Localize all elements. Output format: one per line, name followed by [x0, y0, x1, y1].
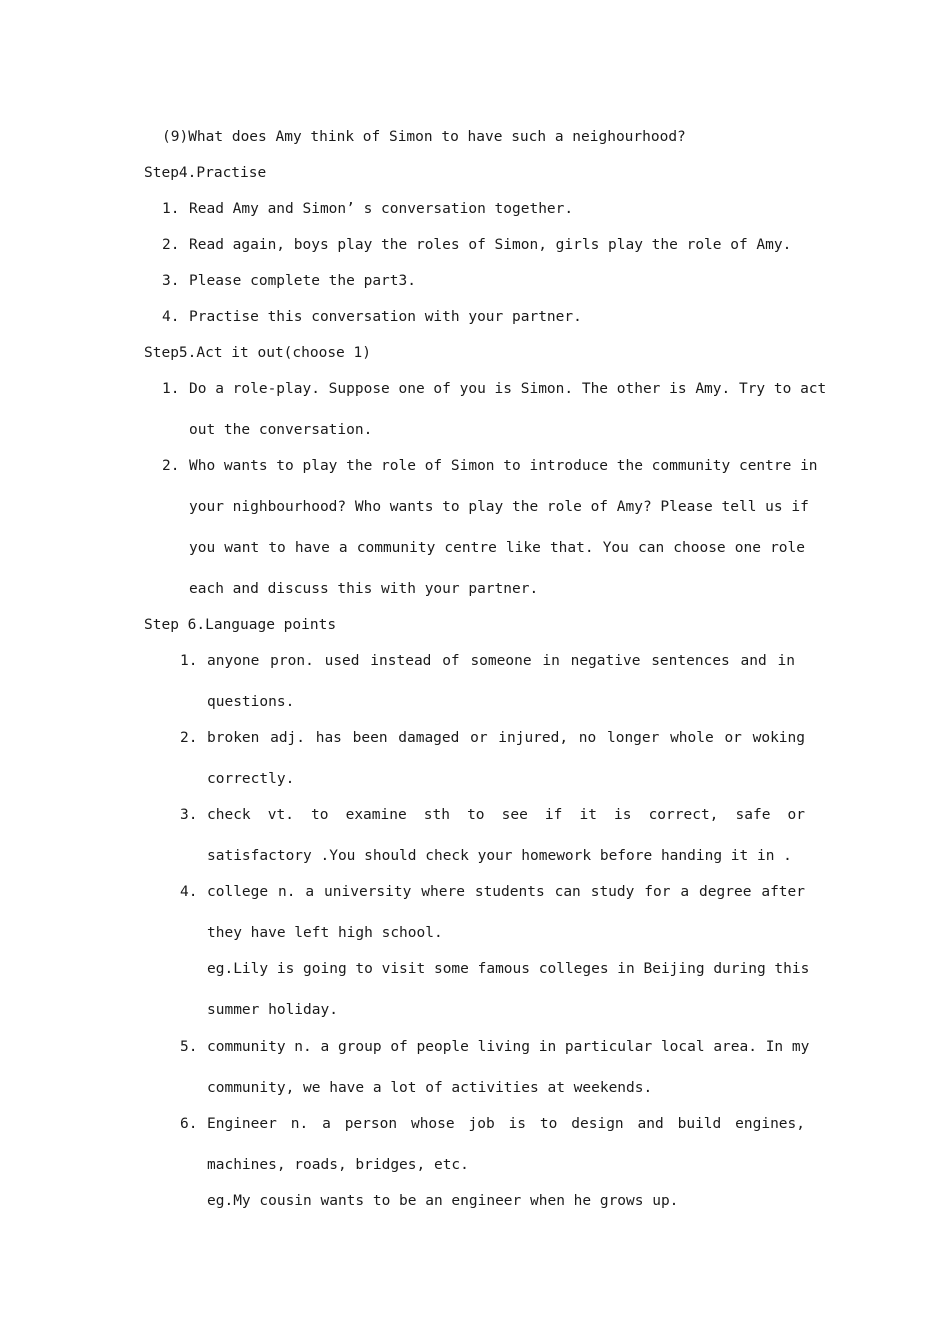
step5-heading: Step5.Act it out(choose 1): [144, 345, 371, 361]
step6-item-3-line-2: satisfactory .You should check your homework before handing it in .: [207, 848, 792, 864]
step4-heading: Step4.Practise: [144, 165, 267, 181]
step4-item-4-number: 4.: [162, 309, 180, 325]
step5-item-2-line-3: you want to have a community centre like that. You can choose one role: [189, 540, 805, 556]
step6-item-4-line-1: college n. a university where students can study for a degree after: [207, 884, 805, 900]
step4-item-1-number: 1.: [162, 201, 180, 217]
step5-item-2-line-2: your nighbourhood? Who wants to play the role of Amy? Please tell us if: [189, 499, 809, 515]
step6-item-3-number: 3.: [180, 807, 198, 823]
step5-item-2-number: 2.: [162, 458, 180, 474]
step5-item-1-line-2: out the conversation.: [189, 422, 373, 438]
step6-item-3-line-1: check vt. to examine sth to see if it is correct, safe or: [207, 807, 805, 823]
step4-item-3-number: 3.: [162, 273, 180, 289]
step5-item-2-line-1: Who wants to play the role of Simon to introduce the community centre in: [189, 458, 818, 474]
step6-item-5-line-2: community, we have a lot of activities at weekends.: [207, 1080, 653, 1096]
step6-item-4-number: 4.: [180, 884, 198, 900]
step6-item-6-number: 6.: [180, 1116, 198, 1132]
step4-item-2-text: Read again, boys play the roles of Simon, girls play the role of Amy.: [189, 237, 792, 253]
step6-item-5-line-1: community n. a group of people living in particular local area. In my: [207, 1039, 810, 1055]
step5-item-1-line-1: Do a role-play. Suppose one of you is Simon. The other is Amy. Try to act: [189, 381, 827, 397]
step5-item-1-number: 1.: [162, 381, 180, 397]
step6-item-2-number: 2.: [180, 730, 198, 746]
step6-item-6-line-2: machines, roads, bridges, etc.: [207, 1157, 469, 1173]
step6-item-5-number: 5.: [180, 1039, 198, 1055]
step6-item-2-line-1: broken adj. has been damaged or injured, no longer whole or woking: [207, 730, 805, 746]
step4-item-4-text: Practise this conversation with your partner.: [189, 309, 582, 325]
step6-item-6-example: eg.My cousin wants to be an engineer when he grows up.: [207, 1193, 679, 1209]
step6-heading: Step 6.Language points: [144, 617, 337, 633]
step4-item-3-text: Please complete the part3.: [189, 273, 416, 289]
step4-item-2-number: 2.: [162, 237, 180, 253]
step6-item-4-line-2: they have left high school.: [207, 925, 443, 941]
step6-item-1-line-1: anyone pron. used instead of someone in negative sentences and in: [207, 653, 795, 669]
step6-item-6-line-1: Engineer n. a person whose job is to design and build engines,: [207, 1116, 805, 1132]
step6-item-4-example-line-2: summer holiday.: [207, 1002, 338, 1018]
step4-item-1-text: Read Amy and Simon’ s conversation together.: [189, 201, 574, 217]
step6-item-1-line-2: questions.: [207, 694, 295, 710]
step5-item-2-line-4: each and discuss this with your partner.: [189, 581, 539, 597]
step6-item-4-example-line-1: eg.Lily is going to visit some famous colleges in Beijing during this: [207, 961, 810, 977]
question-9: (9)What does Amy think of Simon to have such a neighourhood?: [162, 129, 686, 145]
step6-item-2-line-2: correctly.: [207, 771, 295, 787]
step6-item-1-number: 1.: [180, 653, 198, 669]
